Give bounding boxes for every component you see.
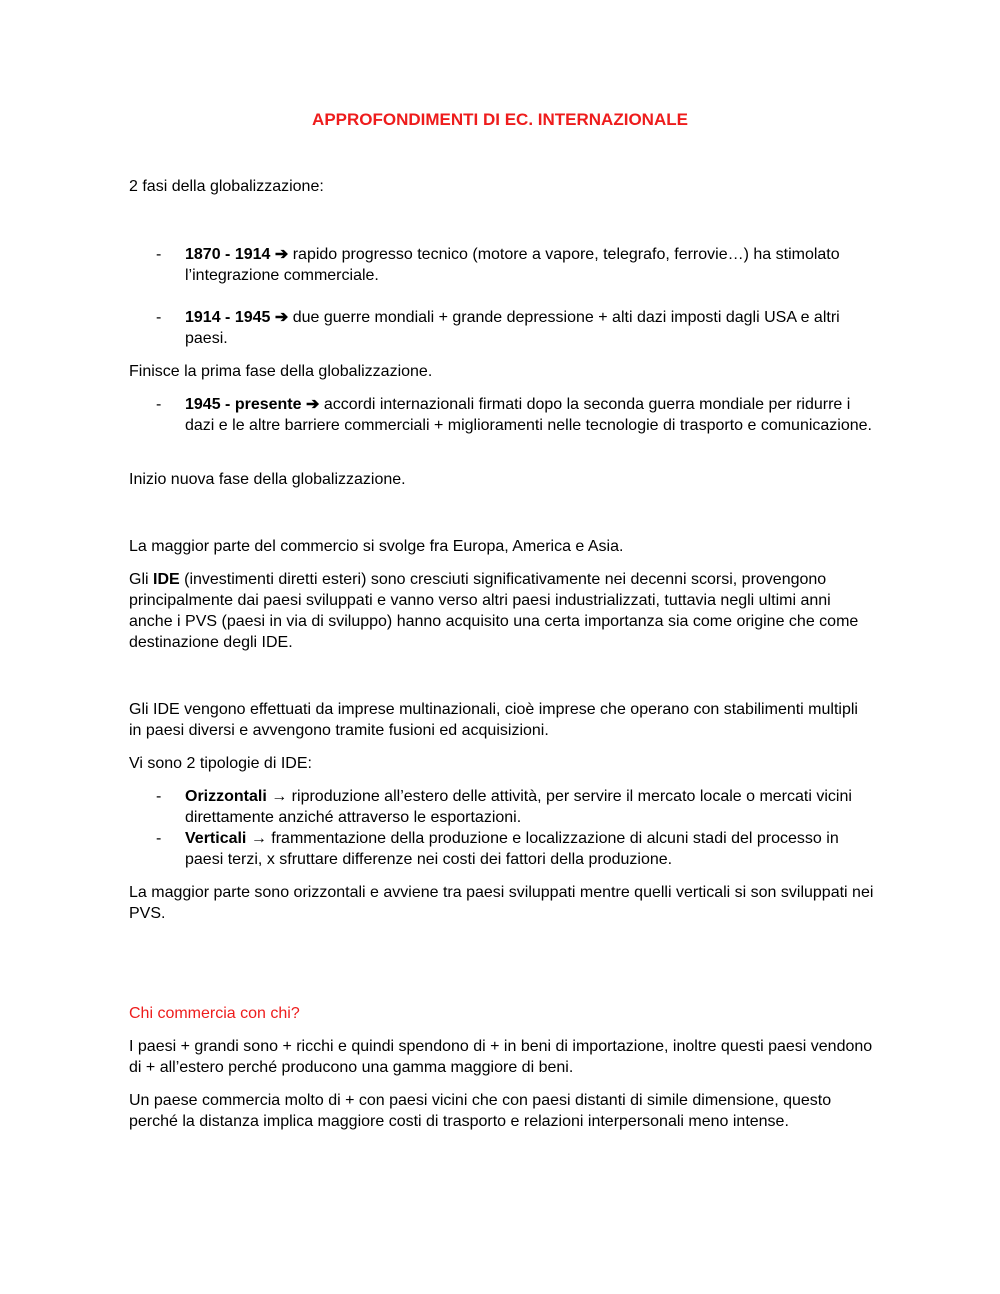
arrow-icon: →	[271, 788, 288, 805]
document-title: APPROFONDIMENTI DI EC. INTERNAZIONALE	[312, 110, 688, 129]
section-heading: Chi commercia con chi?	[129, 1005, 300, 1022]
phase-period: 1870 - 1914	[185, 246, 271, 263]
arrow-icon: ➔	[305, 396, 320, 413]
list-item-phase-1	[129, 244, 874, 286]
list-item-phase-3	[129, 394, 874, 436]
multinational-paragraph: Gli IDE vengono effettuati da imprese multinazionali, cioè imprese che operano con stabilimenti multipli in paesi diversi e avvengono tramite fusioni ed acquisizioni.	[129, 701, 858, 739]
ide-type-text: riproduzione all’estero delle attività, per servire il mercato locale o mercati vicini direttamente anziché attraverso le esportazioni.	[185, 788, 852, 826]
list-dash: -	[156, 246, 162, 263]
ide-type-name: Verticali	[185, 830, 247, 847]
phase-text: due guerre mondiali + grande depressione + alti dazi imposti dagli USA e altri paesi.	[185, 309, 840, 347]
phase-period: 1914 - 1945	[185, 309, 271, 326]
trade-regions-paragraph: La maggior parte del commercio si svolge fra Europa, America e Asia.	[129, 538, 624, 555]
ide-paragraph	[129, 569, 874, 653]
arrow-icon: ➔	[274, 246, 289, 263]
types-intro: Vi sono 2 tipologie di IDE:	[129, 755, 312, 772]
end-first-phase: Finisce la prima fase della globalizzazione.	[129, 363, 433, 380]
list-dash: -	[156, 788, 162, 805]
intro-line: 2 fasi della globalizzazione:	[129, 178, 324, 195]
ide-prefix: Gli	[129, 571, 153, 588]
list-dash: -	[156, 830, 162, 847]
list-dash: -	[156, 396, 162, 413]
types-summary: La maggior parte sono orizzontali e avviene tra paesi sviluppati mentre quelli verticali si son sviluppati nei PVS.	[129, 884, 874, 922]
phase-text: rapido progresso tecnico (motore a vapore, telegrafo, ferrovie…) ha stimolato l’integrazione commerciale.	[185, 246, 840, 284]
arrow-icon: ➔	[274, 309, 289, 326]
section-paragraph-1: I paesi + grandi sono + ricchi e quindi spendono di + in beni di importazione, inoltre questi paesi vendono di + all’estero perché producono una gamma maggiore di beni.	[129, 1038, 873, 1076]
list-dash: -	[156, 309, 162, 326]
phase-text: accordi internazionali firmati dopo la seconda guerra mondiale per ridurre i dazi e le altre barriere commerciali + miglioramenti nelle tecnologie di trasporto e comunicazione.	[185, 396, 872, 434]
ide-rest: (investimenti diretti esteri) sono cresciuti significativamente nei decenni scorsi, provengono principalmente dai paesi sviluppati e vanno verso altri paesi industrializzati, tuttavia negli ultimi anni anche i PVS (paesi in via di sviluppo) hanno acquisito una certa importanza sia come origine che come destinazione degli IDE.	[129, 571, 859, 651]
list-item-ide-verticali	[129, 828, 874, 870]
arrow-icon: →	[250, 830, 267, 847]
start-new-phase: Inizio nuova fase della globalizzazione.	[129, 471, 406, 488]
ide-type-name: Orizzontali	[185, 788, 267, 805]
section-paragraph-2: Un paese commercia molto di + con paesi vicini che con paesi distanti di simile dimensione, questo perché la distanza implica maggiore costi di trasporto e relazioni interpersonali meno intense.	[129, 1092, 832, 1130]
ide-type-text: frammentazione della produzione e localizzazione di alcuni stadi del processo in paesi terzi, x sfruttare differenze nei costi dei fattori della produzione.	[185, 830, 839, 868]
phase-period: 1945 - presente	[185, 396, 302, 413]
list-item-phase-2	[129, 307, 874, 349]
list-item-ide-orizzontali	[129, 786, 874, 828]
ide-bold-term: IDE	[153, 571, 180, 588]
